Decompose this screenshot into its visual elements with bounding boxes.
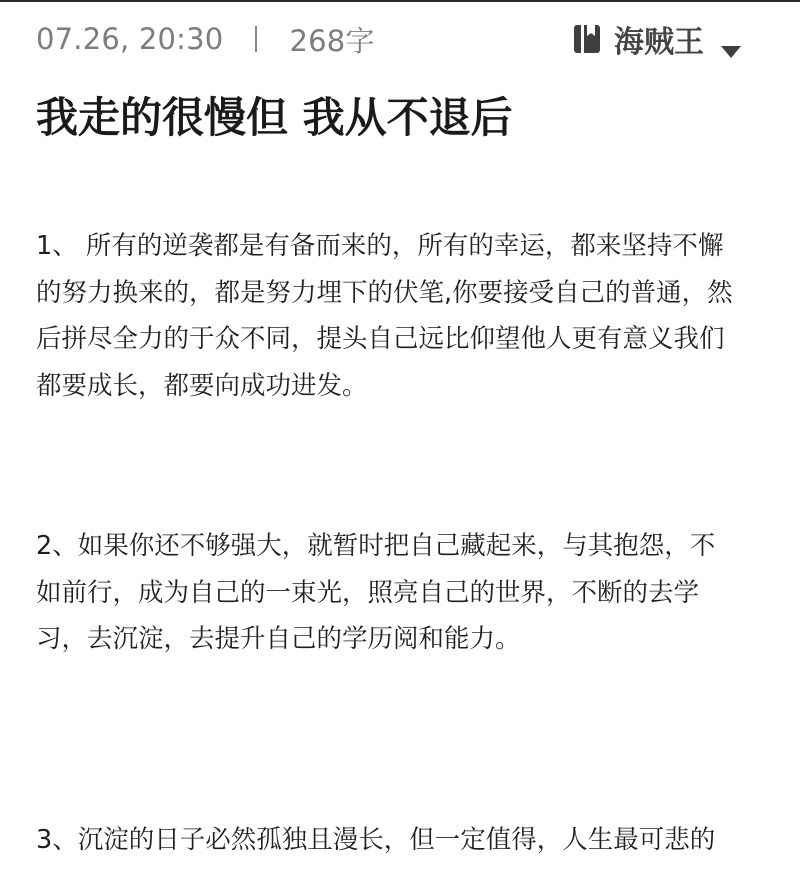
note-paragraph[interactable]	[36, 523, 776, 663]
caret-down-icon	[720, 32, 742, 46]
meta-separator	[255, 26, 257, 52]
notebook-icon	[572, 24, 602, 54]
paragraph-line: 习，去沉淀，去提升自己的学历阅和能力。	[36, 624, 521, 654]
paragraph-line: 的努力换来的，都是努力埋下的伏笔,你要接受自己的普通，然	[36, 277, 733, 308]
paragraph-line: 1、 所有的逆袭都是有备而来的，所有的幸运，都来坚持不懈	[36, 231, 724, 261]
paragraph-line: 都要成长，都要向成功进发。	[36, 370, 368, 401]
paragraph-line: 3、沉淀的日子必然孤独且漫长，但一定值得，人生最可悲的	[36, 825, 716, 855]
word-count: 268字	[289, 23, 375, 58]
top-divider	[0, 0, 800, 2]
notebook-selector[interactable]	[572, 18, 742, 60]
notebook-name: 海贼王	[614, 25, 704, 60]
note-meta	[36, 18, 375, 60]
note-paragraph[interactable]	[36, 817, 776, 864]
note-title[interactable]: 我走的很慢但 我从不退后	[36, 93, 513, 142]
paragraph-line: 后拼尽全力的于众不同，提头自己远比仰望他人更有意义我们	[36, 324, 725, 354]
note-date: 07.26, 20:30	[36, 22, 224, 56]
note-paragraph[interactable]	[36, 223, 776, 409]
paragraph-line: 如前行，成为自己的一束光，照亮自己的世界，不断的去学	[36, 577, 700, 608]
paragraph-line: 2、如果你还不够强大，就暂时把自己藏起来，与其抱怨，不	[36, 531, 716, 561]
